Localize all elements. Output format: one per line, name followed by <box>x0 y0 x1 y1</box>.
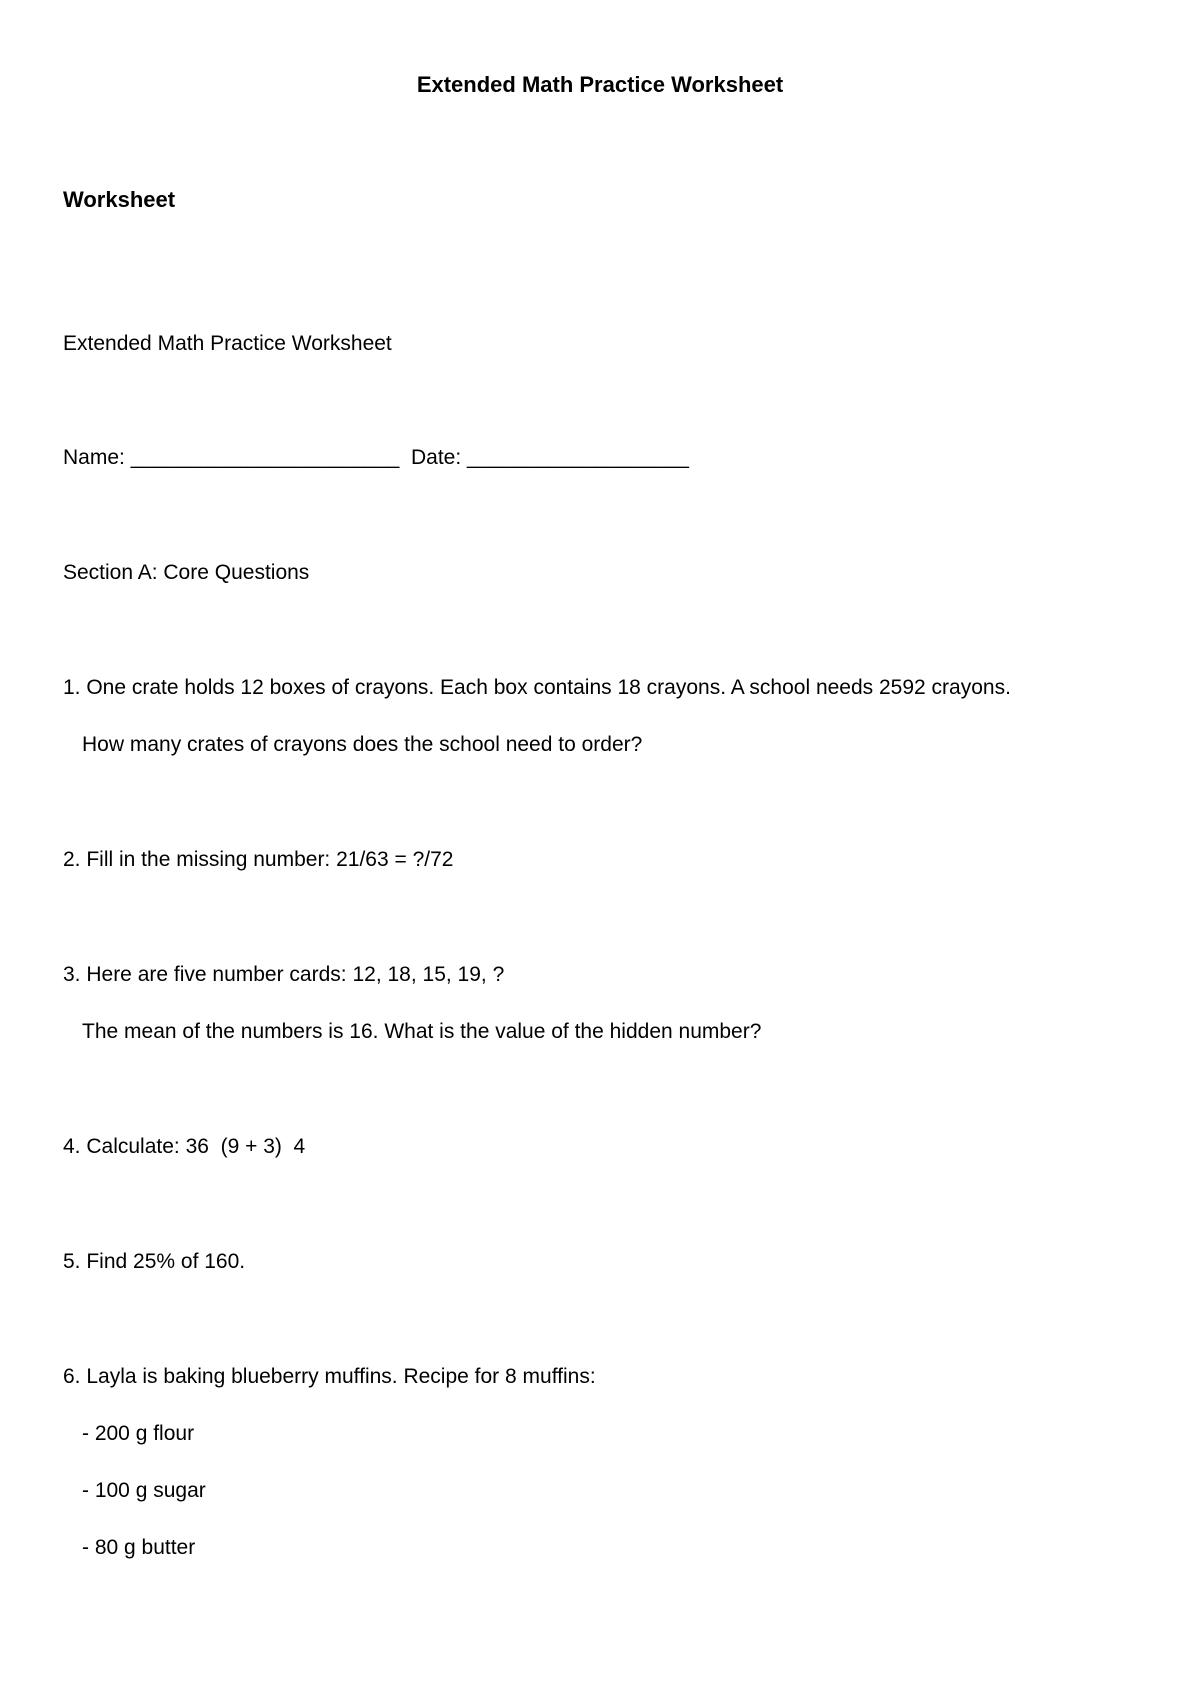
question-3: 3. Here are five number cards: 12, 18, 15, 19, ? <box>63 963 505 986</box>
question-4: 4. Calculate: 36 (9 + 3) 4 <box>63 1135 306 1158</box>
question-3-continuation: The mean of the numbers is 16. What is the value of the hidden number? <box>82 1020 762 1043</box>
recipe-item-flour: - 200 g flour <box>82 1422 195 1445</box>
page-title: Extended Math Practice Worksheet <box>416 72 784 97</box>
section-a-heading: Section A: Core Questions <box>63 561 310 584</box>
name-date-row <box>63 445 689 471</box>
question-6: 6. Layla is baking blueberry muffins. Recipe for 8 muffins: <box>63 1365 596 1388</box>
worksheet-heading: Worksheet <box>63 187 176 212</box>
date-blank: ___________________ <box>467 446 689 469</box>
question-1-continuation: How many crates of crayons does the school need to order? <box>82 733 643 756</box>
worksheet-subtitle: Extended Math Practice Worksheet <box>63 332 392 355</box>
question-1: 1. One crate holds 12 boxes of crayons. Each box contains 18 crayons. A school needs 2592 crayons. <box>63 676 1011 699</box>
recipe-item-sugar: - 100 g sugar <box>82 1479 206 1502</box>
name-blank: _______________________ <box>130 446 400 469</box>
question-5: 5. Find 25% of 160. <box>63 1250 246 1273</box>
recipe-item-butter: - 80 g butter <box>82 1536 196 1559</box>
name-label: Name: <box>63 446 125 469</box>
question-2: 2. Fill in the missing number: 21/63 = ?/72 <box>63 848 454 871</box>
date-label: Date: <box>411 446 462 469</box>
